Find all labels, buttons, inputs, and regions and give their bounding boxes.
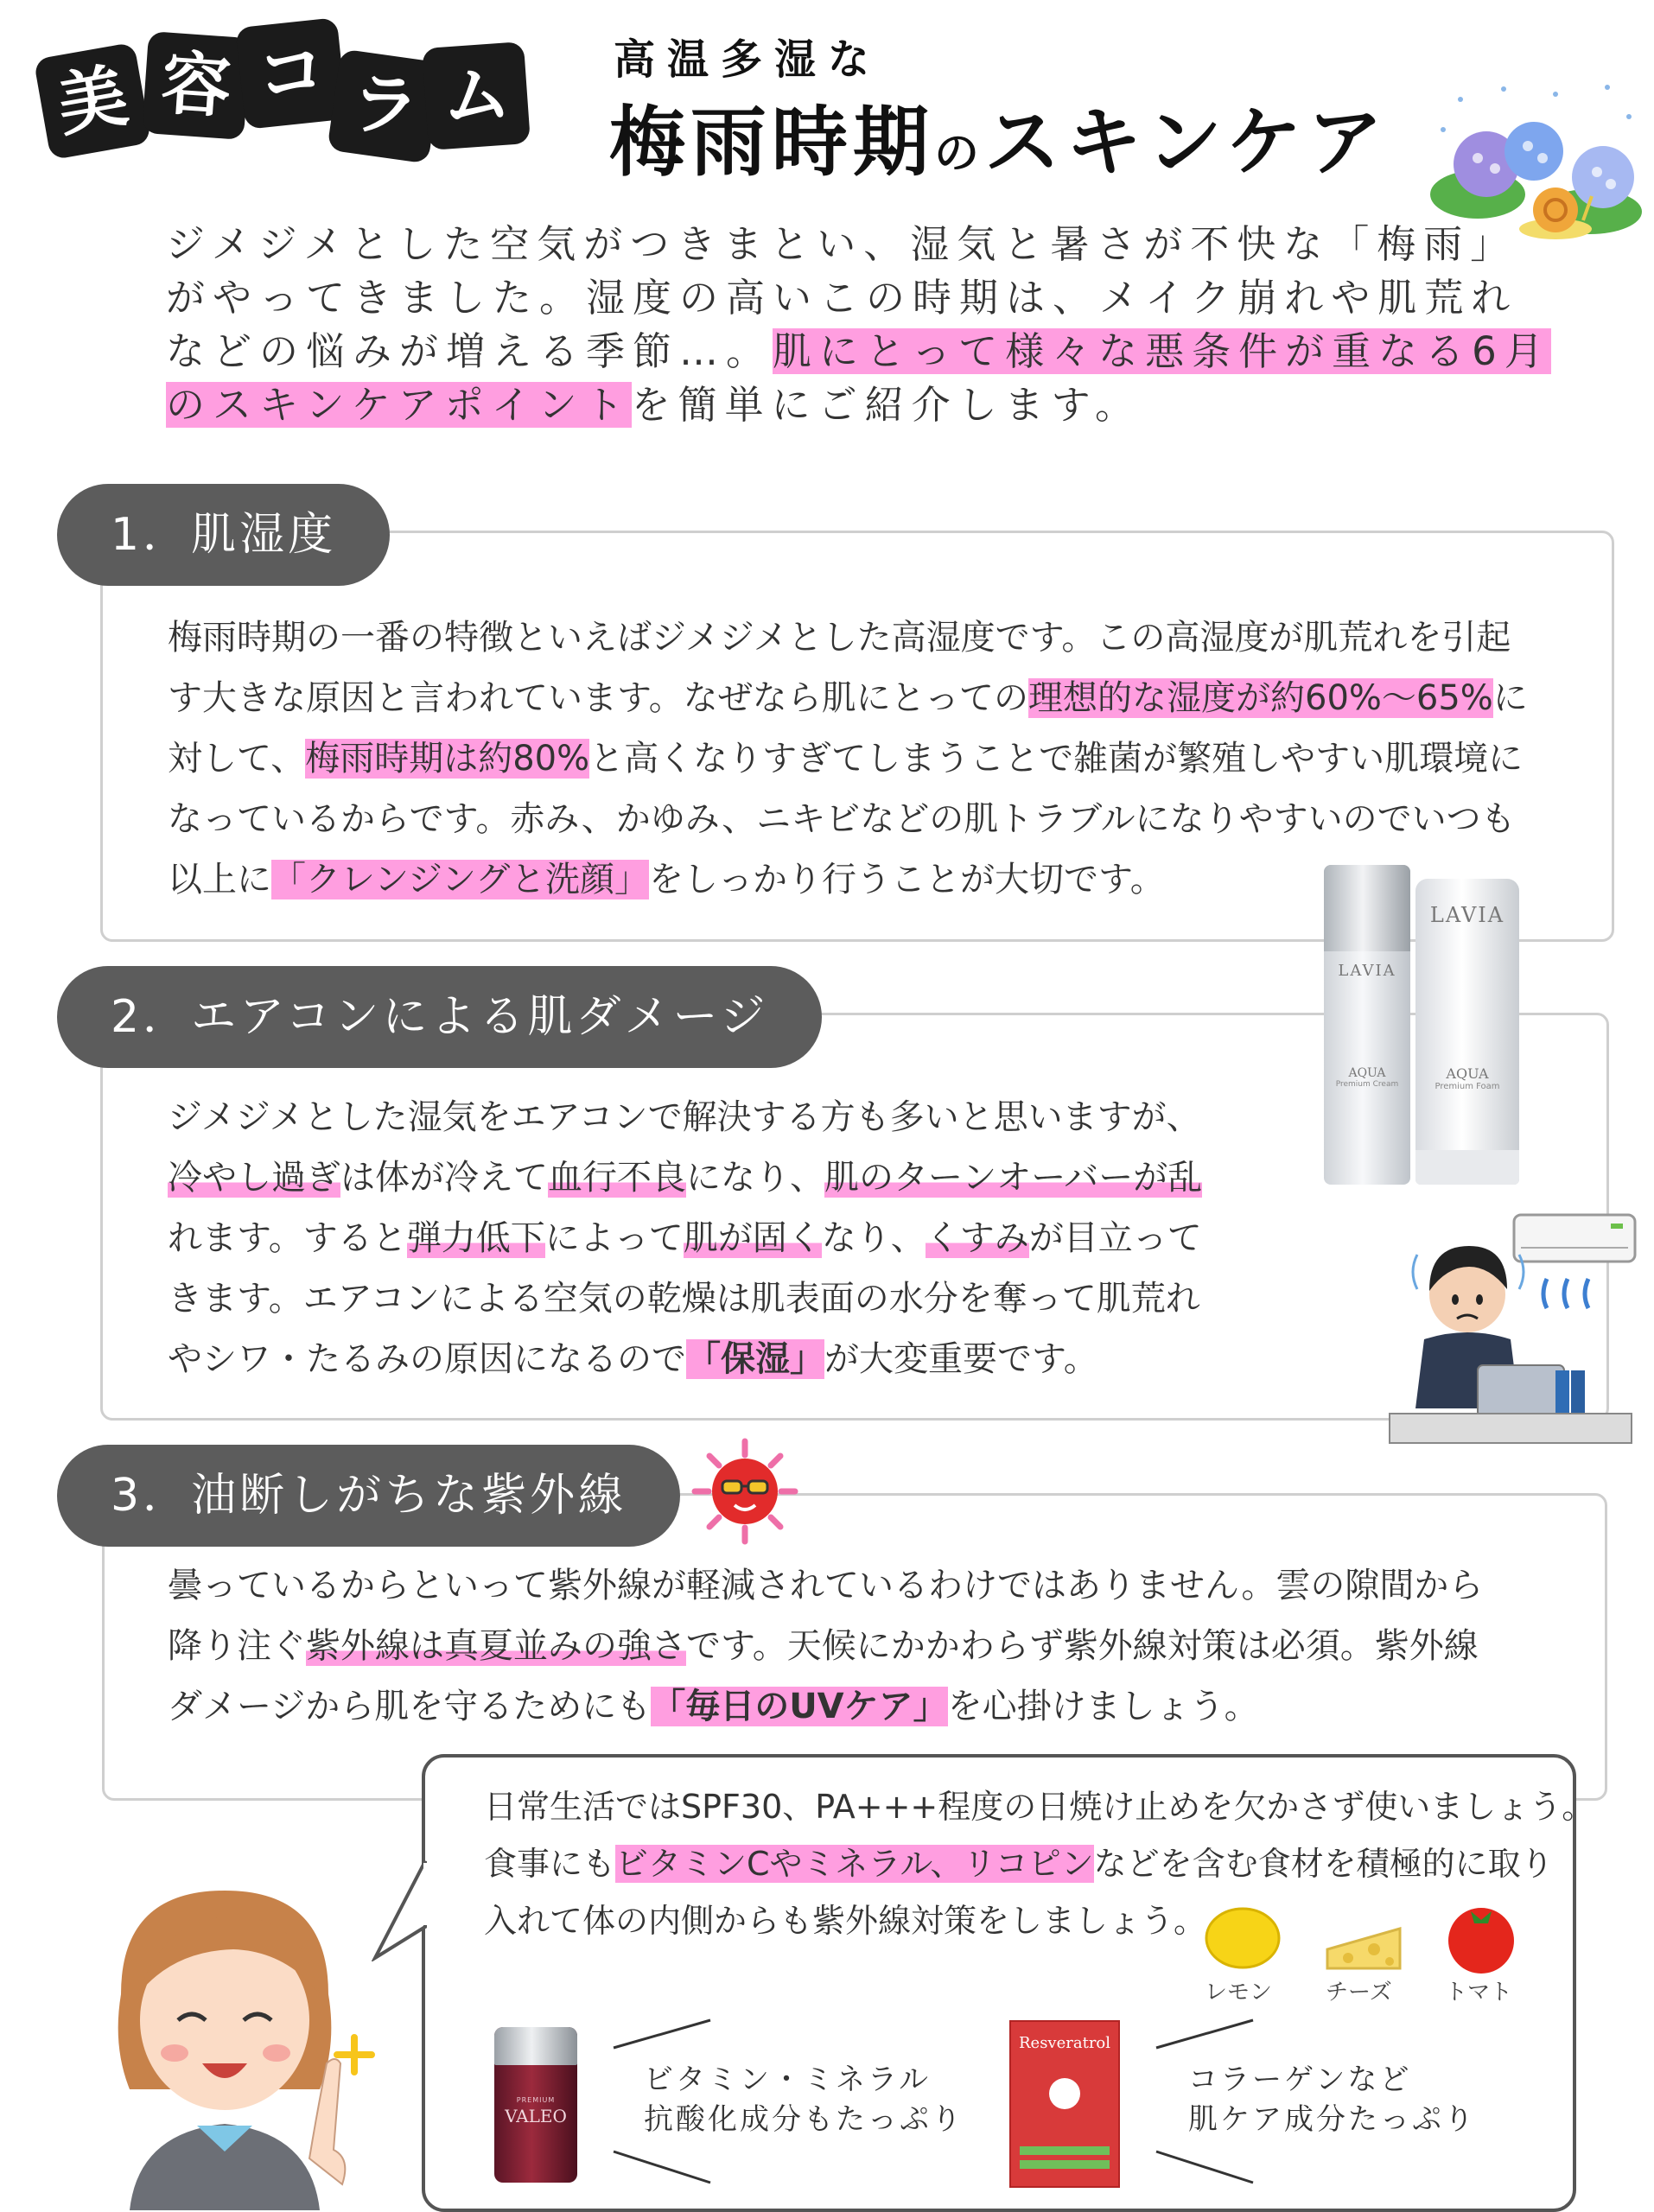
underline-highlight: 冷やし過ぎ [168,1158,340,1198]
text-line [168,1208,1202,1268]
intro-line: ジメジメとした空気がつきまとい、湿気と暑さが不快な「梅雨」 [166,221,1517,267]
sun-sunglasses-icon [691,1438,798,1545]
text: す大きな原因と言われています。なぜなら肌にとっての [168,678,1028,718]
valeo-brand-top: PREMIUM [516,2096,556,2104]
tomato-icon [1440,1901,1523,1975]
text-line: 曇っているからといって紫外線が軽減されているわけではありません。雲の隙間から [168,1566,1484,1605]
text: は体が冷えて [340,1158,548,1198]
valeo-brand: VALEO [505,2106,567,2126]
text: です。天候にかかわらず紫外線対策は必須。紫外線 [686,1626,1479,1666]
product2-description [1188,2060,1476,2139]
header-subtitle: 高温多湿な [614,35,882,84]
header-title-part2: スキンケア [984,98,1389,187]
text-line: 肌ケア成分たっぷり [1188,2102,1476,2137]
resveratrol-emblem [1049,2078,1080,2109]
title-tile-4: ラ [327,48,442,163]
tube-cap [1415,1150,1519,1185]
section-2-text [168,1087,1202,1389]
intro-line: がやってきました。湿度の高いこの時期は、メイク崩れや肌荒れ [166,275,1518,321]
text: をしっかり行うことが大切です。 [649,860,1165,899]
text-line: 日常生活ではSPF30、PA+++程度の日焼け止めを欠かさず使いましょう。 [484,1788,1595,1826]
bottle-cap [1324,865,1410,951]
intro-text: を簡単にご紹介します。 [631,382,1142,428]
text-line [168,1616,1483,1676]
text: やシワ・たるみの原因になるので [168,1339,686,1379]
product1-description [644,2060,964,2139]
text-line: なっているからです。赤み、かゆみ、ニキビなどの肌トラブルになりやすいのでいつも [168,799,1516,839]
text-line [168,1329,1202,1389]
header-title-particle: の [934,128,985,180]
box-stripe [1020,2146,1110,2155]
header-title-part1: 梅雨時期 [609,98,935,187]
highlight: 「クレンジングと洗顔」 [271,860,649,899]
text-line [168,1676,1483,1737]
intro-highlight: 肌にとって様々な悪条件が重なる6月 [773,328,1551,374]
text: を心掛けましょう。 [947,1687,1259,1726]
text-line: 梅雨時期の一番の特徴といえばジメジメとした高湿度です。この高湿度が肌荒れを引起 [168,618,1511,658]
intro-paragraph [166,218,1551,432]
text-line [484,1835,1594,1892]
woman-pointing-illustration [95,1873,389,2210]
text: が大変重要です。 [824,1339,1098,1379]
text-line: コラーゲンなど [1188,2063,1412,2097]
text: が目立って [1028,1218,1202,1258]
callout-text [484,1778,1594,1949]
section-2-heading: 2．エアコンによる肌ダメージ [57,966,822,1068]
text: なり、 [821,1218,926,1258]
highlight: 梅雨時期は約80% [305,739,590,779]
cream-line: AQUA [1348,1066,1386,1080]
section-3-heading: 3．油断しがちな紫外線 [57,1445,680,1547]
header-title [609,82,1388,191]
text: 食事にも [484,1845,616,1883]
text: 以上に [168,860,271,899]
underline-highlight: 弾力低下 [406,1218,545,1258]
text: と高くなりすぎてしまうことで雑菌が繁殖しやすい肌環境に [589,739,1524,779]
text: になり、 [686,1158,824,1198]
bottle-cap [494,2027,577,2065]
lavia-products-image [1314,860,1521,1188]
highlight: 「保湿」 [686,1339,824,1379]
text: れます。すると [168,1218,407,1258]
lemon-icon [1201,1901,1284,1975]
cream-type: Premium Cream [1335,1080,1399,1089]
text: によって [544,1218,684,1258]
lavia-cream-bottle [1324,865,1410,1185]
text: 対して、 [168,739,306,779]
food-label-cheese: チーズ [1326,1980,1392,2005]
text: などを含む食材を積極的に取り [1093,1845,1554,1883]
food-label-lemon: レモン [1205,1980,1273,2005]
text-line: きます。エアコンによる空気の乾燥は肌表面の水分を奪って肌荒れ [168,1279,1200,1319]
text: 降り注ぐ [168,1626,306,1666]
text-line [168,668,1528,728]
underline-highlight: 肌のターンオーバーが乱 [824,1158,1203,1198]
valeo-supplement-bottle [494,2027,577,2183]
text: ダメージから肌を守るためにも [168,1687,652,1726]
text-line [168,1147,1202,1208]
foam-brand: LAVIA [1429,903,1505,927]
text-line: 入れて体の内側からも紫外線対策をしましょう。 [484,1902,1207,1940]
resveratrol-box [1009,2020,1120,2188]
intro-line [166,325,1551,378]
title-tile-5: ム [422,41,531,150]
underline-highlight: くすみ [925,1218,1029,1258]
section-3-text [168,1555,1483,1737]
foam-line: AQUA [1446,1065,1489,1082]
underline-highlight: 紫外線は真夏並みの強さ [306,1626,686,1666]
underline-highlight: 肌が固く [683,1218,822,1258]
cheese-icon [1322,1908,1405,1975]
box-stripe [1020,2160,1110,2169]
text-line: ジメジメとした湿気をエアコンで解決する方も多いと思いますが、 [168,1097,1201,1137]
cream-brand: LAVIA [1338,962,1396,980]
title-tile-3: コ [235,17,347,130]
person-aircon-illustration [1383,1210,1642,1445]
resveratrol-brand: Resveratrol [1018,2034,1111,2052]
title-tile-2: 容 [142,31,251,140]
lavia-foam-tube [1415,879,1519,1185]
underline-highlight: 血行不良 [548,1158,686,1198]
highlight: 「毎日のUVケア」 [651,1687,948,1726]
intro-highlight: のスキンケアポイント [166,382,632,428]
food-label-tomato: トマト [1445,1980,1513,2005]
intro-text: などの悩みが増える季節…。 [166,328,773,374]
highlight: ビタミンCやミネラル、リコピン [615,1845,1094,1883]
text-line: ビタミン・ミネラル [644,2063,931,2097]
intro-line [166,378,1540,432]
text-line: 抗酸化成分もたっぷり [644,2102,964,2137]
section-1-heading: 1．肌湿度 [57,484,390,586]
title-tile-1: 美 [34,42,152,161]
highlight: 理想的な湿度が約60%～65% [1028,678,1493,718]
text: に [1492,678,1528,718]
text-line [168,728,1528,789]
foam-type: Premium Foam [1435,1082,1500,1091]
